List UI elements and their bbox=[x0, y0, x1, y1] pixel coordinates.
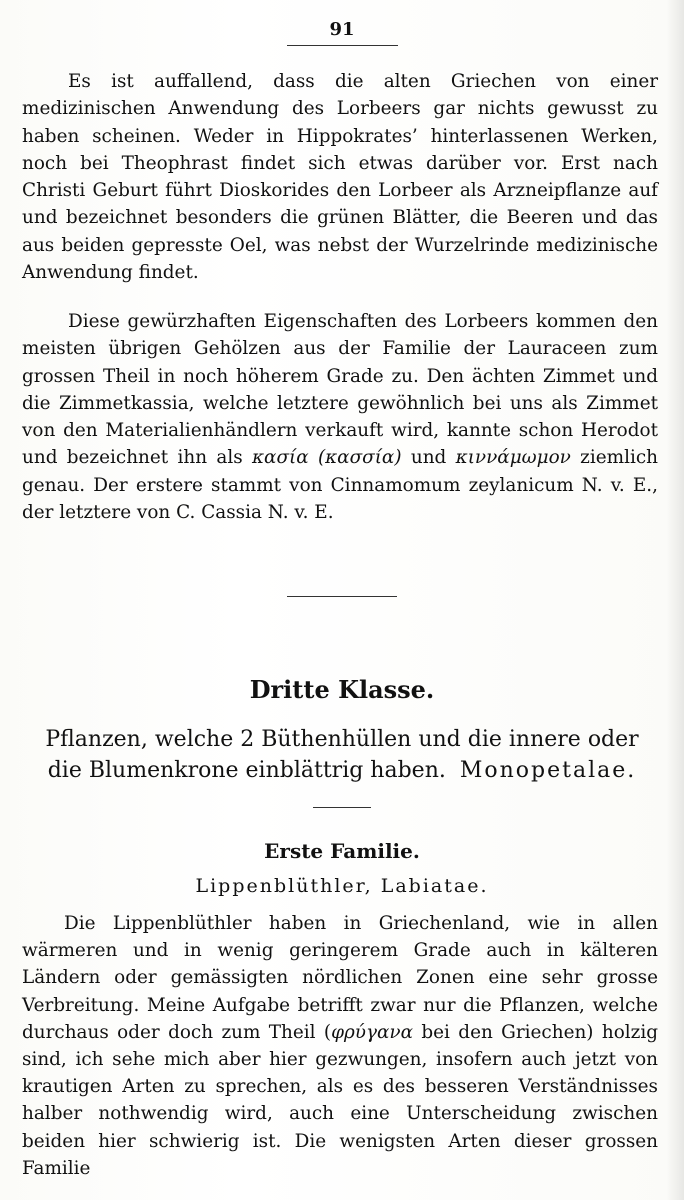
paragraph-text: bei den Griechen) holzig sind, ich sehe mich aber hier gezwungen, insofern auch jetzt von krautigen Arten zu sprechen, als es des besseren Verständnisses halber nothwendig wird, auch eine Unterscheidung zwischen beiden hier schwierig ist. Die wenigsten Arten dieser grossen Familie bbox=[22, 1021, 658, 1179]
paragraph-text: ziemlich genau. Der erstere stammt von Cinnamomum zeylanicum N. v. E., der letztere von C. Cassia N. v. E. bbox=[22, 447, 658, 524]
paragraph-lorbeer-medizin: Es ist auffallend, dass die alten Griechen von einer medizinischen Anwendung des Lorbeers gar nichts gewusst zu haben scheinen. Weder in Hippokrates’ hinterlassenen Werken, noch bei Theophrast findet sich etwas darüber vor. Erst nach Christi Geburt führt Dioskorides den Lorbeer als Arzneipflanze auf und bezeichnet besonders die grünen Blätter, die Beeren und das aus beiden gepresste Oel, was nebst der Wurzelrinde medizinische Anwendung findet. bbox=[22, 71, 658, 284]
header-rule bbox=[287, 45, 398, 46]
class-description-line: Pflanzen, welche 2 Büthenhüllen und die innere oder bbox=[45, 727, 639, 752]
paragraph-lauraceen bbox=[22, 308, 658, 526]
page-number: 91 bbox=[329, 19, 355, 40]
short-divider bbox=[313, 807, 371, 808]
class-description-line bbox=[30, 755, 654, 786]
family-subtitle: Lippenblüthler, Labiatae. bbox=[195, 875, 489, 897]
class-term: Monopetalae. bbox=[459, 758, 637, 783]
greek-term-kinnamomon: κιννάμωμον bbox=[455, 447, 571, 469]
conjunction-text: und bbox=[410, 447, 447, 469]
page-edge-shadow bbox=[666, 0, 684, 1200]
class-heading: Dritte Klasse. bbox=[249, 675, 435, 704]
greek-term-kasia: κασία (κασσία) bbox=[251, 447, 402, 469]
paragraph-text: Diese gewürzhaften Eigenschaften des Lorbeers kommen den meisten übrigen Gehölzen aus der Familie der Lauraceen zum grossen Theil in noch höherem Grade zu. Den ächten Zimmet und die Zimmetkassia, welche letztere gewöhnlich bei uns als Zimmet von den Materialienhändlern verkauft wird, kannte schon Herodot und bezeichnet ihn als bbox=[22, 311, 658, 469]
paragraph-text: Die Lippenblüthler haben in Griechenland, wie in allen wärmeren und in wenig geringerem Grade auch in kälteren Ländern oder gemässigten nördlichen Zonen eine sehr grosse Verbreitung. Meine Aufgabe betrifft zwar nur die Pflanzen, welche durchaus oder doch zum Theil ( bbox=[22, 913, 658, 1043]
paragraph-lippenbluethler bbox=[22, 910, 658, 1182]
class-description bbox=[30, 724, 654, 786]
greek-term-phrygana: φρύγανα bbox=[331, 1021, 413, 1043]
section-divider bbox=[287, 596, 397, 597]
class-description-text: die Blumenkrone einblättrig haben. bbox=[47, 758, 446, 783]
family-heading: Erste Familie. bbox=[264, 839, 420, 863]
